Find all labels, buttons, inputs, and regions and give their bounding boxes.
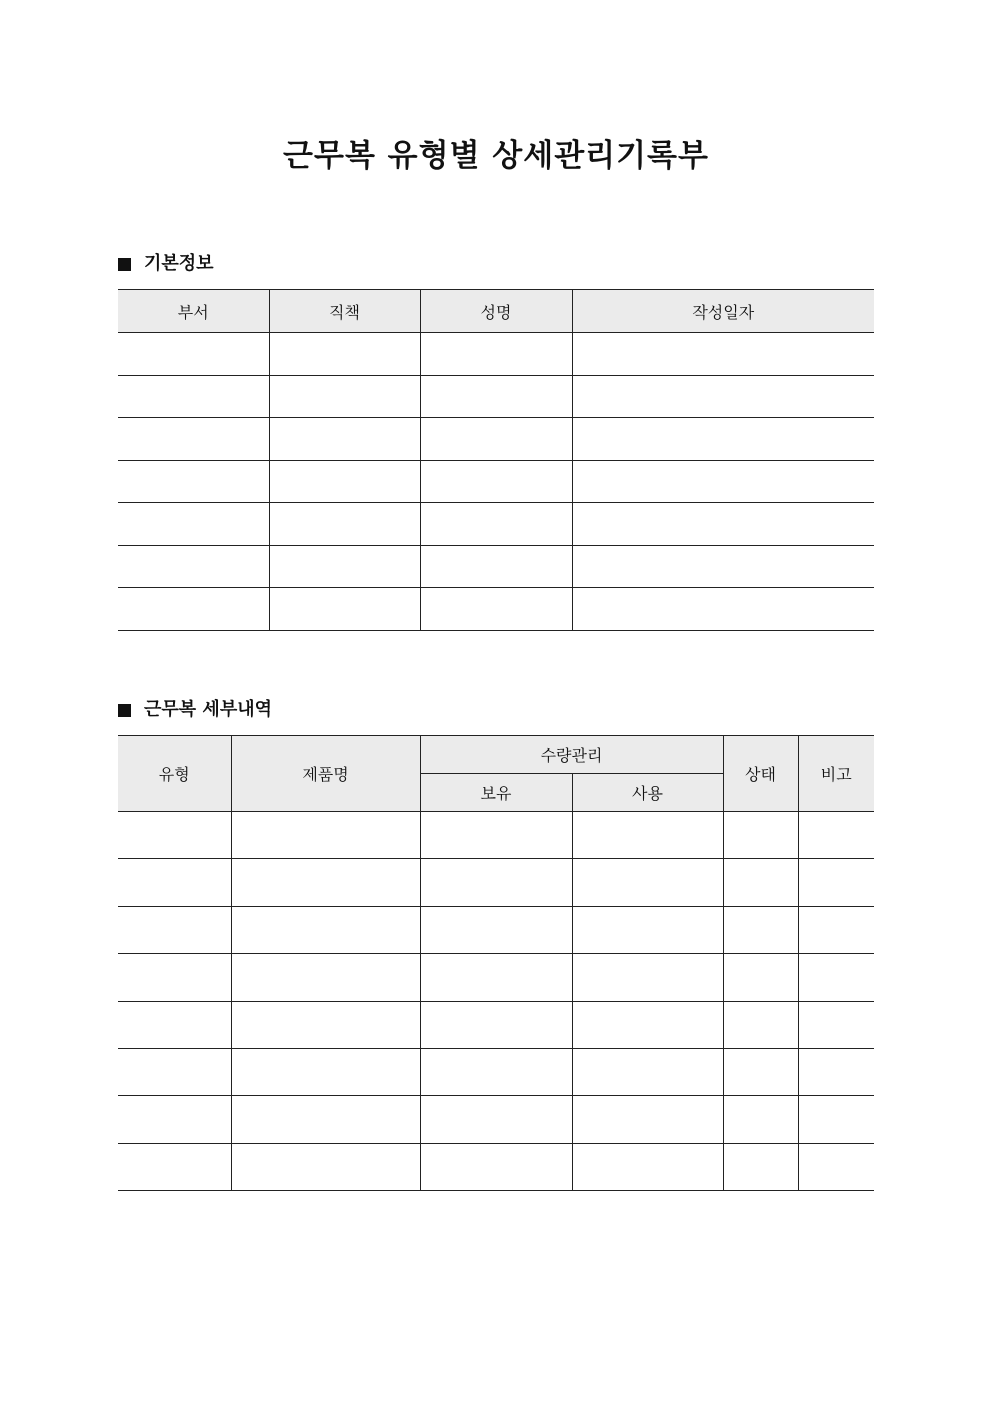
table-cell[interactable]: [798, 954, 874, 1001]
table-cell[interactable]: [723, 859, 798, 906]
table-row: [118, 1048, 874, 1095]
table-cell[interactable]: [572, 545, 874, 588]
table-row: [118, 1096, 874, 1143]
table-cell[interactable]: [420, 1096, 572, 1143]
table-row: [118, 418, 874, 461]
basic-info-table: [118, 289, 874, 631]
table-cell[interactable]: [420, 503, 572, 546]
square-bullet-icon: [118, 258, 131, 271]
table-cell[interactable]: [118, 954, 231, 1001]
table-cell[interactable]: [420, 1048, 572, 1095]
table-cell[interactable]: [269, 545, 420, 588]
table-cell[interactable]: [231, 812, 420, 859]
table-cell[interactable]: [798, 859, 874, 906]
table-cell[interactable]: [231, 1001, 420, 1048]
table-cell[interactable]: [798, 812, 874, 859]
column-header-used: 사용: [572, 774, 723, 812]
column-header-date: 작성일자: [572, 290, 874, 333]
table-row: [118, 333, 874, 376]
table-cell[interactable]: [118, 503, 269, 546]
table-cell[interactable]: [231, 906, 420, 953]
table-cell[interactable]: [420, 1143, 572, 1190]
table-cell[interactable]: [723, 812, 798, 859]
table-cell[interactable]: [231, 859, 420, 906]
table-cell[interactable]: [723, 1048, 798, 1095]
table-cell[interactable]: [572, 906, 723, 953]
table-cell[interactable]: [798, 1001, 874, 1048]
table-cell[interactable]: [118, 460, 269, 503]
table-cell[interactable]: [723, 1143, 798, 1190]
section-heading-label: 기본정보: [144, 253, 214, 274]
table-row: [118, 588, 874, 631]
table-row: [118, 906, 874, 953]
table-cell[interactable]: [420, 588, 572, 631]
table-cell[interactable]: [723, 954, 798, 1001]
table-cell[interactable]: [420, 859, 572, 906]
table-cell[interactable]: [269, 333, 420, 376]
table-cell[interactable]: [798, 906, 874, 953]
table-cell[interactable]: [118, 812, 231, 859]
table-cell[interactable]: [572, 1001, 723, 1048]
table-row: [118, 545, 874, 588]
table-cell[interactable]: [118, 588, 269, 631]
table-cell[interactable]: [118, 418, 269, 461]
table-cell[interactable]: [420, 460, 572, 503]
table-cell[interactable]: [118, 375, 269, 418]
table-cell[interactable]: [572, 418, 874, 461]
table-cell[interactable]: [572, 954, 723, 1001]
table-cell[interactable]: [118, 1143, 231, 1190]
table-row: [118, 460, 874, 503]
table-cell[interactable]: [269, 375, 420, 418]
basic-info-header-row: [118, 290, 874, 333]
table-row: [118, 954, 874, 1001]
column-header-product: 제품명: [231, 736, 420, 812]
table-cell[interactable]: [269, 588, 420, 631]
document-title: 근무복 유형별 상세관리기록부: [283, 138, 709, 174]
table-cell[interactable]: [231, 954, 420, 1001]
table-row: [118, 375, 874, 418]
table-cell[interactable]: [118, 333, 269, 376]
table-row: [118, 859, 874, 906]
section-heading-details: [118, 696, 272, 724]
table-cell[interactable]: [572, 1096, 723, 1143]
table-cell[interactable]: [269, 503, 420, 546]
table-cell[interactable]: [572, 460, 874, 503]
table-cell[interactable]: [572, 503, 874, 546]
table-cell[interactable]: [572, 588, 874, 631]
table-cell[interactable]: [723, 1001, 798, 1048]
table-cell[interactable]: [798, 1048, 874, 1095]
column-header-name: 성명: [420, 290, 572, 333]
table-cell[interactable]: [118, 1096, 231, 1143]
table-cell[interactable]: [572, 375, 874, 418]
table-cell[interactable]: [118, 1001, 231, 1048]
table-cell[interactable]: [572, 1048, 723, 1095]
column-header-position: 직책: [269, 290, 420, 333]
table-cell[interactable]: [231, 1096, 420, 1143]
table-row: [118, 1143, 874, 1190]
table-row: [118, 503, 874, 546]
column-header-department: 부서: [118, 290, 269, 333]
table-cell[interactable]: [231, 1048, 420, 1095]
section-heading-basic-info: [118, 250, 214, 278]
column-header-held: 보유: [420, 774, 572, 812]
table-cell[interactable]: [118, 859, 231, 906]
table-cell[interactable]: [231, 1143, 420, 1190]
table-cell[interactable]: [798, 1096, 874, 1143]
table-row: [118, 1001, 874, 1048]
table-cell[interactable]: [420, 1001, 572, 1048]
table-cell[interactable]: [572, 812, 723, 859]
table-cell[interactable]: [572, 1143, 723, 1190]
table-cell[interactable]: [420, 375, 572, 418]
details-header-row: [118, 736, 874, 774]
table-cell[interactable]: [269, 460, 420, 503]
details-table: [118, 735, 874, 1191]
table-cell[interactable]: [723, 906, 798, 953]
table-cell[interactable]: [118, 1048, 231, 1095]
table-cell[interactable]: [723, 1096, 798, 1143]
table-cell[interactable]: [420, 418, 572, 461]
column-header-status: 상태: [723, 736, 798, 812]
table-cell[interactable]: [420, 812, 572, 859]
table-cell[interactable]: [118, 545, 269, 588]
table-cell[interactable]: [572, 333, 874, 376]
table-row: [118, 812, 874, 859]
table-cell[interactable]: [118, 906, 231, 953]
table-cell[interactable]: [420, 954, 572, 1001]
table-cell[interactable]: [572, 859, 723, 906]
column-header-quantity-group: 수량관리: [420, 736, 723, 774]
table-cell[interactable]: [420, 545, 572, 588]
column-header-type: 유형: [118, 736, 231, 812]
table-cell[interactable]: [420, 333, 572, 376]
square-bullet-icon: [118, 704, 131, 717]
column-header-note: 비고: [798, 736, 874, 812]
table-cell[interactable]: [420, 906, 572, 953]
table-cell[interactable]: [269, 418, 420, 461]
section-heading-label: 근무복 세부내역: [144, 699, 272, 720]
table-cell[interactable]: [798, 1143, 874, 1190]
